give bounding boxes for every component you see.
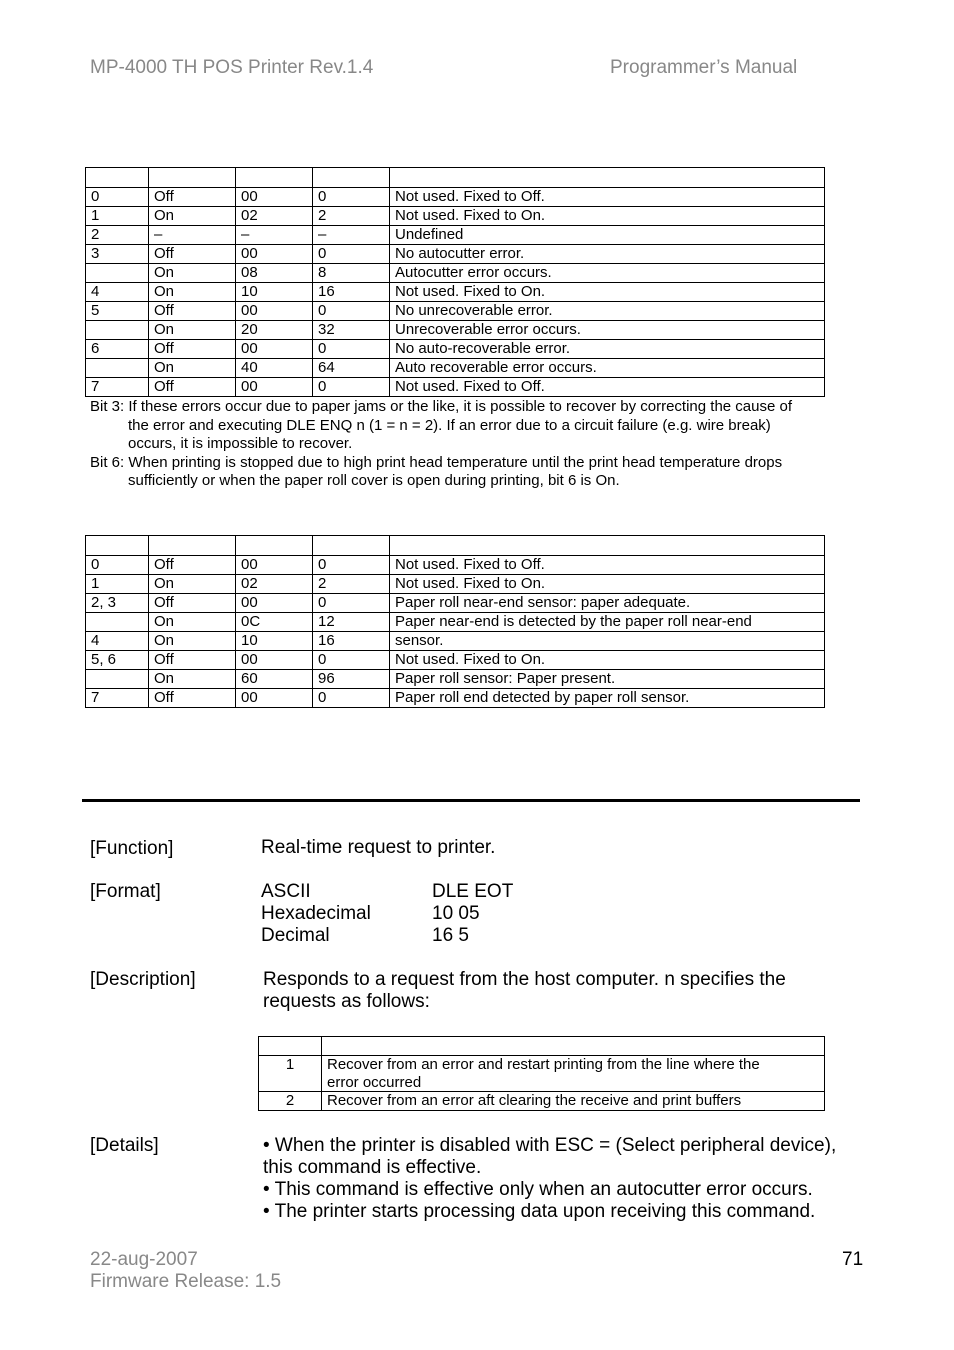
hex-cell: 00 (236, 245, 313, 264)
table-row (86, 689, 825, 708)
bit-cell: 0 (86, 188, 149, 207)
bit-cell (86, 321, 149, 340)
hex-cell: 00 (236, 340, 313, 359)
table-row (86, 651, 825, 670)
bit-cell: 4 (86, 632, 149, 651)
function-cell: No unrecoverable error. (390, 302, 825, 321)
hex-cell: 00 (236, 302, 313, 321)
decimal-cell: 0 (313, 378, 390, 397)
hex-cell: 0C (236, 613, 313, 632)
bit-cell: 3 (86, 245, 149, 264)
decimal-cell: 8 (313, 264, 390, 283)
decimal-cell: 0 (313, 651, 390, 670)
table-row (86, 264, 825, 283)
hex-cell: 00 (236, 188, 313, 207)
hex-cell: 20 (236, 321, 313, 340)
details-line: • The printer starts processing data upon receiving this command. (263, 1201, 816, 1222)
format-value: 10 05 (432, 903, 480, 924)
function-cell: Not used. Fixed to Off. (390, 556, 825, 575)
hex-cell: 00 (236, 689, 313, 708)
table-row (86, 594, 825, 613)
function-cell: Unrecoverable error occurs. (390, 321, 825, 340)
description-label: [Description] (90, 969, 196, 990)
description-line: requests as follows: (263, 991, 430, 1012)
format-value: 16 5 (432, 925, 469, 946)
hex-cell: 10 (236, 632, 313, 651)
table-row (86, 283, 825, 302)
format-name: Decimal (261, 925, 330, 946)
state-cell: On (149, 613, 236, 632)
function-text: Real-time request to printer. (261, 837, 496, 858)
decimal-cell: – (313, 226, 390, 245)
hex-cell: 00 (236, 651, 313, 670)
details-line: • This command is effective only when an autocutter error occurs. (263, 1179, 813, 1200)
format-name: ASCII (261, 881, 311, 902)
hex-cell: 10 (236, 283, 313, 302)
bit-cell: 5 (86, 302, 149, 321)
hex-cell: 60 (236, 670, 313, 689)
bit-cell (86, 613, 149, 632)
table-row (86, 321, 825, 340)
function-cell: Not used. Fixed to On. (390, 651, 825, 670)
header-title: MP-4000 TH POS Printer Rev.1.4 (90, 57, 374, 78)
table-row (86, 378, 825, 397)
decimal-cell: 0 (313, 594, 390, 613)
bit-cell: 5, 6 (86, 651, 149, 670)
table-row (86, 670, 825, 689)
bit-cell: 4 (86, 283, 149, 302)
note-line: the error and executing DLE ENQ n (1 = n = 2). If an error due to a circuit failure (e.g. wire break) (128, 416, 771, 434)
decimal-cell: 0 (313, 340, 390, 359)
request-n: 1 (259, 1056, 322, 1092)
table-row (259, 1056, 825, 1092)
state-cell: On (149, 207, 236, 226)
decimal-cell: 0 (313, 556, 390, 575)
table-row (86, 302, 825, 321)
table-row (86, 613, 825, 632)
decimal-cell: 2 (313, 207, 390, 226)
details-text (263, 1135, 836, 1223)
decimal-cell: 0 (313, 188, 390, 207)
function-cell: No autocutter error. (390, 245, 825, 264)
bit-cell (86, 264, 149, 283)
hex-cell: 02 (236, 575, 313, 594)
table-row (86, 575, 825, 594)
bit-cell (86, 670, 149, 689)
status-table-1 (85, 167, 825, 397)
format-names (261, 881, 371, 947)
function-cell: Paper roll near-end sensor: paper adequate. (390, 594, 825, 613)
table-row (86, 556, 825, 575)
hex-cell: 00 (236, 378, 313, 397)
table-row (86, 245, 825, 264)
bit-cell: 7 (86, 689, 149, 708)
table-row (86, 207, 825, 226)
state-cell: On (149, 670, 236, 689)
hex-cell: 00 (236, 556, 313, 575)
decimal-cell: 2 (313, 575, 390, 594)
state-cell: Off (149, 302, 236, 321)
footer-date: 22-aug-2007 (90, 1249, 198, 1270)
bit3-note (90, 398, 792, 491)
format-value: DLE EOT (432, 881, 514, 902)
state-cell: On (149, 359, 236, 378)
bit-cell (86, 359, 149, 378)
state-cell: Off (149, 556, 236, 575)
state-cell: Off (149, 340, 236, 359)
decimal-cell: 0 (313, 245, 390, 264)
decimal-cell: 96 (313, 670, 390, 689)
state-cell: Off (149, 651, 236, 670)
function-cell: Not used. Fixed to On. (390, 207, 825, 226)
function-cell: Paper roll end detected by paper roll sensor. (390, 689, 825, 708)
state-cell: Off (149, 378, 236, 397)
note-line: Bit 6: When printing is stopped due to high print head temperature until the print head temperature drops (90, 453, 783, 471)
hex-cell: – (236, 226, 313, 245)
function-cell: Undefined (390, 226, 825, 245)
function-cell: Auto recoverable error occurs. (390, 359, 825, 378)
page-number: 71 (842, 1249, 864, 1270)
function-cell: Not used. Fixed to On. (390, 283, 825, 302)
function-cell: Not used. Fixed to Off. (390, 378, 825, 397)
table-row (86, 632, 825, 651)
decimal-cell: 16 (313, 632, 390, 651)
state-cell: On (149, 632, 236, 651)
decimal-cell: 64 (313, 359, 390, 378)
format-values (432, 881, 513, 947)
details-label: [Details] (90, 1135, 159, 1156)
table-header-row (259, 1037, 825, 1056)
state-cell: On (149, 321, 236, 340)
bit-cell: 2 (86, 226, 149, 245)
request-line: error occurred (327, 1073, 422, 1091)
function-cell: No auto-recoverable error. (390, 340, 825, 359)
state-cell: – (149, 226, 236, 245)
description-text (263, 969, 786, 1013)
bit-cell: 1 (86, 207, 149, 226)
function-cell: Not used. Fixed to Off. (390, 188, 825, 207)
decimal-cell: 0 (313, 302, 390, 321)
hex-cell: 02 (236, 207, 313, 226)
table-row (86, 226, 825, 245)
details-line: • When the printer is disabled with ESC = (Select peripheral device), (263, 1135, 837, 1156)
table-row (86, 188, 825, 207)
decimal-cell: 0 (313, 689, 390, 708)
header-manual: Programmer’s Manual (610, 57, 798, 78)
footer-firmware: Firmware Release: 1.5 (90, 1271, 282, 1292)
section-divider (82, 799, 860, 802)
details-line: this command is effective. (263, 1157, 482, 1178)
bit-cell: 6 (86, 340, 149, 359)
table-row (259, 1092, 825, 1111)
table-row (86, 340, 825, 359)
bit-cell: 2, 3 (86, 594, 149, 613)
table-header-row (86, 168, 825, 188)
function-cell: sensor. (390, 632, 825, 651)
state-cell: On (149, 575, 236, 594)
function-cell: Autocutter error occurs. (390, 264, 825, 283)
request-line: Recover from an error and restart printing from the line where the (327, 1056, 760, 1073)
note-line: sufficiently or when the paper roll cover is open during printing, bit 6 is On. (128, 472, 620, 489)
format-label: [Format] (90, 881, 161, 902)
bit-cell: 1 (86, 575, 149, 594)
decimal-cell: 16 (313, 283, 390, 302)
decimal-cell: 12 (313, 613, 390, 632)
decimal-cell: 32 (313, 321, 390, 340)
state-cell: Off (149, 245, 236, 264)
hex-cell: 40 (236, 359, 313, 378)
table-header-row (86, 536, 825, 556)
state-cell: Off (149, 689, 236, 708)
request-n: 2 (259, 1092, 322, 1111)
description-line: Responds to a request from the host computer. n specifies the (263, 969, 786, 990)
table-row (86, 359, 825, 378)
request-text: Recover from an error aft clearing the receive and print buffers (322, 1092, 825, 1111)
bit-cell: 0 (86, 556, 149, 575)
format-name: Hexadecimal (261, 903, 371, 924)
hex-cell: 08 (236, 264, 313, 283)
hex-cell: 00 (236, 594, 313, 613)
status-table-2 (85, 535, 825, 708)
note-line: occurs, it is impossible to recover. (128, 435, 353, 452)
request-table (258, 1036, 825, 1111)
state-cell: Off (149, 188, 236, 207)
state-cell: Off (149, 594, 236, 613)
function-cell: Paper roll sensor: Paper present. (390, 670, 825, 689)
function-label: [Function] (90, 838, 174, 859)
state-cell: On (149, 264, 236, 283)
function-cell: Paper near-end is detected by the paper roll near-end (390, 613, 825, 632)
function-cell: Not used. Fixed to On. (390, 575, 825, 594)
note-line: Bit 3: If these errors occur due to paper jams or the like, it is possible to recover by correcting the cause of (90, 398, 792, 415)
bit-cell: 7 (86, 378, 149, 397)
request-text (322, 1056, 825, 1092)
state-cell: On (149, 283, 236, 302)
